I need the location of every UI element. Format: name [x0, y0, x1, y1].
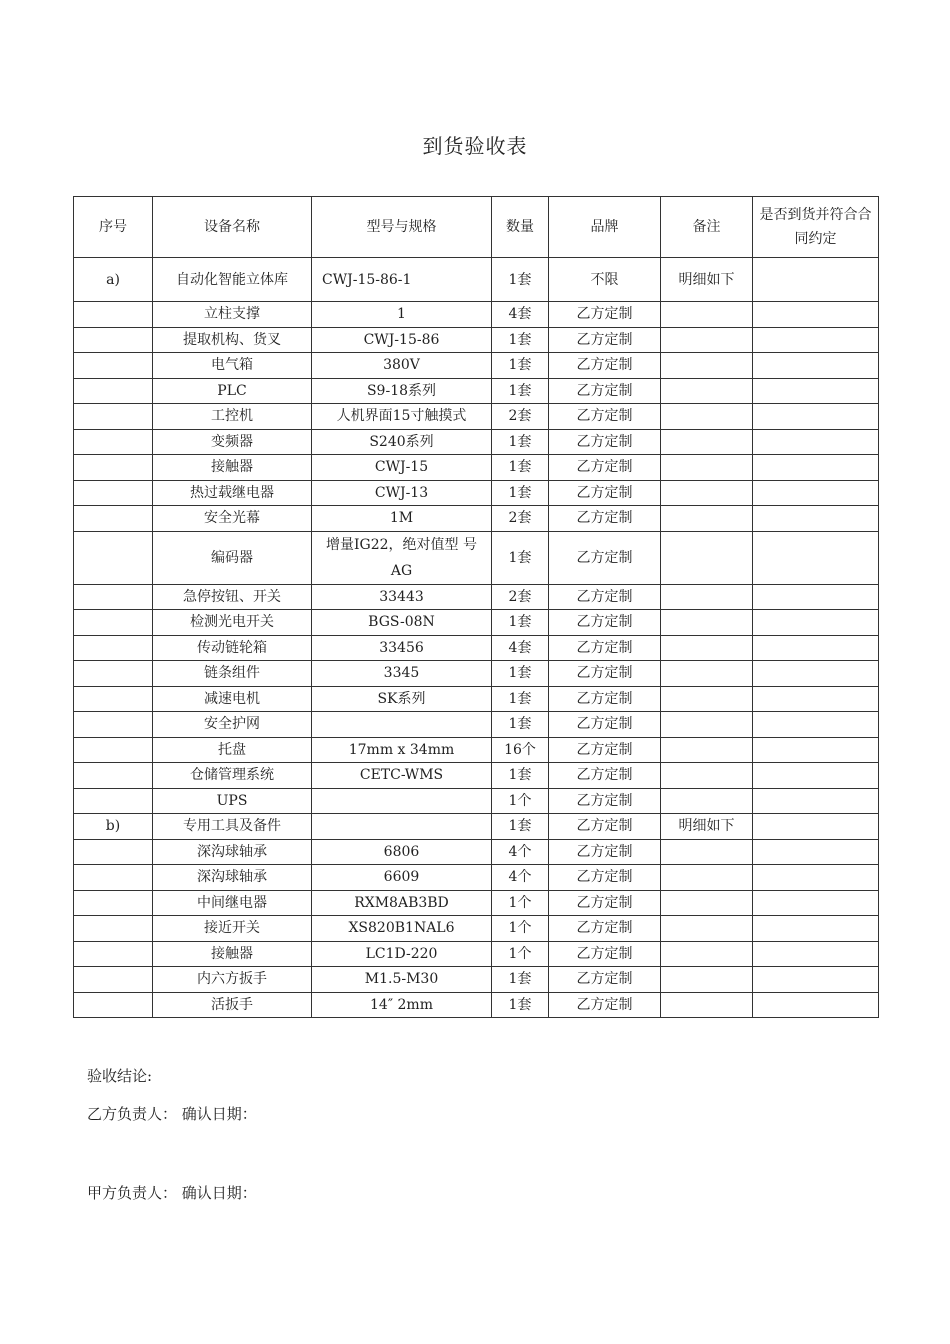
- model-spec-cell: 380V: [312, 353, 492, 379]
- table-row: [74, 814, 879, 840]
- row-number-cell: [74, 429, 153, 455]
- row-number-cell: [74, 992, 153, 1018]
- arrival-check-cell: [753, 941, 879, 967]
- equipment-name-cell: 电气箱: [153, 353, 312, 379]
- row-number-cell: b): [74, 814, 153, 840]
- arrival-check-cell: [753, 480, 879, 506]
- row-number-cell: [74, 686, 153, 712]
- model-spec-cell: 3345: [312, 661, 492, 687]
- model-spec-cell: [312, 788, 492, 814]
- row-number-cell: [74, 327, 153, 353]
- quantity-cell: 1套: [492, 480, 549, 506]
- note-cell: [661, 610, 753, 636]
- note-cell: [661, 686, 753, 712]
- note-cell: [661, 302, 753, 328]
- model-spec-cell: 17mm x 34mm: [312, 737, 492, 763]
- note-cell: [661, 737, 753, 763]
- model-spec-cell: 人机界面15寸触摸式: [312, 404, 492, 430]
- equipment-name-cell: 中间继电器: [153, 890, 312, 916]
- model-spec-cell: S240系列: [312, 429, 492, 455]
- arrival-check-cell: [753, 788, 879, 814]
- quantity-cell: 1个: [492, 941, 549, 967]
- model-spec-cell: CWJ-13: [312, 480, 492, 506]
- row-number-cell: [74, 584, 153, 610]
- quantity-cell: 16个: [492, 737, 549, 763]
- arrival-check-cell: [753, 890, 879, 916]
- arrival-check-cell: [753, 686, 879, 712]
- quantity-cell: 4个: [492, 865, 549, 891]
- note-cell: [661, 531, 753, 584]
- quantity-cell: 1个: [492, 916, 549, 942]
- header-note: 备注: [661, 197, 753, 258]
- model-spec-cell: 14″ 2mm: [312, 992, 492, 1018]
- model-spec-cell: BGS-08N: [312, 610, 492, 636]
- arrival-check-cell: [753, 865, 879, 891]
- equipment-name-cell: 自动化智能立体库: [153, 258, 312, 302]
- header-no: 序号: [74, 197, 153, 258]
- table-row: [74, 916, 879, 942]
- equipment-name-cell: 专用工具及备件: [153, 814, 312, 840]
- brand-cell: 乙方定制: [549, 661, 661, 687]
- table-row: [74, 967, 879, 993]
- arrival-check-cell: [753, 916, 879, 942]
- note-cell: [661, 506, 753, 532]
- brand-cell: 乙方定制: [549, 839, 661, 865]
- quantity-cell: 1套: [492, 992, 549, 1018]
- table-row: [74, 531, 879, 584]
- note-cell: [661, 378, 753, 404]
- row-number-cell: [74, 480, 153, 506]
- table-row: [74, 480, 879, 506]
- row-number-cell: [74, 506, 153, 532]
- row-number-cell: [74, 763, 153, 789]
- brand-cell: 乙方定制: [549, 404, 661, 430]
- quantity-cell: 4套: [492, 635, 549, 661]
- table-body: [74, 258, 879, 1018]
- header-qty: 数量: [492, 197, 549, 258]
- quantity-cell: 1套: [492, 814, 549, 840]
- arrival-check-cell: [753, 712, 879, 738]
- brand-cell: 乙方定制: [549, 584, 661, 610]
- note-cell: 明细如下: [661, 814, 753, 840]
- model-spec-cell: 6806: [312, 839, 492, 865]
- equipment-name-cell: 托盘: [153, 737, 312, 763]
- model-spec-cell: XS820B1NAL6: [312, 916, 492, 942]
- equipment-name-cell: 仓储管理系统: [153, 763, 312, 789]
- model-spec-cell: CWJ-15-86: [312, 327, 492, 353]
- brand-cell: 乙方定制: [549, 916, 661, 942]
- arrival-check-cell: [753, 661, 879, 687]
- brand-cell: 乙方定制: [549, 865, 661, 891]
- brand-cell: 乙方定制: [549, 941, 661, 967]
- table-row: [74, 404, 879, 430]
- quantity-cell: 1套: [492, 429, 549, 455]
- note-cell: [661, 327, 753, 353]
- brand-cell: 乙方定制: [549, 531, 661, 584]
- equipment-name-cell: 接近开关: [153, 916, 312, 942]
- page-title: 到货验收表: [422, 134, 528, 158]
- conclusion-label: 验收结论:: [87, 1067, 153, 1085]
- brand-cell: 乙方定制: [549, 788, 661, 814]
- table-row: [74, 763, 879, 789]
- header-check: 是否到货并符合合同约定: [753, 197, 879, 258]
- quantity-cell: 4个: [492, 839, 549, 865]
- table-row: [74, 661, 879, 687]
- row-number-cell: [74, 378, 153, 404]
- equipment-name-cell: 安全护网: [153, 712, 312, 738]
- note-cell: [661, 788, 753, 814]
- note-cell: 明细如下: [661, 258, 753, 302]
- row-number-cell: [74, 865, 153, 891]
- model-spec-cell: CWJ-15-86-1: [312, 258, 492, 302]
- note-cell: [661, 584, 753, 610]
- quantity-cell: 1套: [492, 455, 549, 481]
- arrival-check-cell: [753, 378, 879, 404]
- brand-cell: 乙方定制: [549, 635, 661, 661]
- equipment-name-cell: 提取机构、货叉: [153, 327, 312, 353]
- equipment-name-cell: 深沟球轴承: [153, 865, 312, 891]
- quantity-cell: 2套: [492, 404, 549, 430]
- brand-cell: 乙方定制: [549, 712, 661, 738]
- note-cell: [661, 429, 753, 455]
- table-row: [74, 890, 879, 916]
- model-spec-cell: 1M: [312, 506, 492, 532]
- quantity-cell: 1套: [492, 712, 549, 738]
- arrival-check-cell: [753, 814, 879, 840]
- arrival-check-cell: [753, 353, 879, 379]
- equipment-name-cell: 减速电机: [153, 686, 312, 712]
- row-number-cell: [74, 404, 153, 430]
- model-spec-cell: [312, 814, 492, 840]
- table-row: [74, 258, 879, 302]
- table-row: [74, 737, 879, 763]
- arrival-check-cell: [753, 610, 879, 636]
- brand-cell: 乙方定制: [549, 967, 661, 993]
- equipment-name-cell: 编码器: [153, 531, 312, 584]
- table-row: [74, 941, 879, 967]
- table-row: [74, 610, 879, 636]
- equipment-name-cell: 变频器: [153, 429, 312, 455]
- model-spec-cell: SK系列: [312, 686, 492, 712]
- equipment-name-cell: 接触器: [153, 941, 312, 967]
- model-spec-cell: S9-18系列: [312, 378, 492, 404]
- arrival-check-cell: [753, 737, 879, 763]
- brand-cell: 乙方定制: [549, 480, 661, 506]
- note-cell: [661, 839, 753, 865]
- note-cell: [661, 661, 753, 687]
- row-number-cell: [74, 737, 153, 763]
- note-cell: [661, 865, 753, 891]
- note-cell: [661, 480, 753, 506]
- row-number-cell: [74, 916, 153, 942]
- row-number-cell: [74, 788, 153, 814]
- arrival-check-cell: [753, 763, 879, 789]
- arrival-check-cell: [753, 327, 879, 353]
- equipment-name-cell: 安全光幕: [153, 506, 312, 532]
- brand-cell: 乙方定制: [549, 429, 661, 455]
- quantity-cell: 1套: [492, 763, 549, 789]
- quantity-cell: 1个: [492, 890, 549, 916]
- model-spec-cell: CETC-WMS: [312, 763, 492, 789]
- row-number-cell: [74, 661, 153, 687]
- table-row: [74, 353, 879, 379]
- table-row: [74, 865, 879, 891]
- arrival-check-cell: [753, 635, 879, 661]
- arrival-check-cell: [753, 839, 879, 865]
- row-number-cell: [74, 610, 153, 636]
- row-number-cell: [74, 890, 153, 916]
- equipment-name-cell: 内六方扳手: [153, 967, 312, 993]
- equipment-name-cell: 热过载继电器: [153, 480, 312, 506]
- quantity-cell: 1套: [492, 353, 549, 379]
- brand-cell: 乙方定制: [549, 814, 661, 840]
- equipment-name-cell: PLC: [153, 378, 312, 404]
- equipment-name-cell: 传动链轮箱: [153, 635, 312, 661]
- equipment-name-cell: 工控机: [153, 404, 312, 430]
- arrival-check-cell: [753, 992, 879, 1018]
- model-spec-cell: CWJ-15: [312, 455, 492, 481]
- row-number-cell: [74, 839, 153, 865]
- quantity-cell: 1套: [492, 258, 549, 302]
- brand-cell: 乙方定制: [549, 610, 661, 636]
- brand-cell: 乙方定制: [549, 763, 661, 789]
- party-a-signature-line: 甲方负责人： 确认日期：: [87, 1184, 257, 1202]
- table-row: [74, 712, 879, 738]
- table-row: [74, 839, 879, 865]
- model-spec-cell: 33456: [312, 635, 492, 661]
- table-row: [74, 378, 879, 404]
- table-row: [74, 506, 879, 532]
- note-cell: [661, 967, 753, 993]
- equipment-name-cell: 接触器: [153, 455, 312, 481]
- header-brand: 品牌: [549, 197, 661, 258]
- arrival-check-cell: [753, 302, 879, 328]
- quantity-cell: 2套: [492, 506, 549, 532]
- quantity-cell: 2套: [492, 584, 549, 610]
- model-spec-cell: [312, 712, 492, 738]
- note-cell: [661, 890, 753, 916]
- note-cell: [661, 763, 753, 789]
- table-row: [74, 327, 879, 353]
- brand-cell: 乙方定制: [549, 353, 661, 379]
- equipment-name-cell: 检测光电开关: [153, 610, 312, 636]
- row-number-cell: [74, 531, 153, 584]
- brand-cell: 不限: [549, 258, 661, 302]
- arrival-check-cell: [753, 584, 879, 610]
- row-number-cell: [74, 712, 153, 738]
- quantity-cell: 1套: [492, 327, 549, 353]
- note-cell: [661, 455, 753, 481]
- row-number-cell: a): [74, 258, 153, 302]
- row-number-cell: [74, 635, 153, 661]
- note-cell: [661, 353, 753, 379]
- quantity-cell: 1套: [492, 967, 549, 993]
- equipment-name-cell: UPS: [153, 788, 312, 814]
- table-row: [74, 788, 879, 814]
- brand-cell: 乙方定制: [549, 302, 661, 328]
- brand-cell: 乙方定制: [549, 890, 661, 916]
- model-spec-cell: 33443: [312, 584, 492, 610]
- party-b-signature-line: 乙方负责人： 确认日期：: [87, 1105, 257, 1123]
- quantity-cell: 1个: [492, 788, 549, 814]
- table-row: [74, 992, 879, 1018]
- row-number-cell: [74, 455, 153, 481]
- quantity-cell: 1套: [492, 610, 549, 636]
- arrival-check-cell: [753, 967, 879, 993]
- model-spec-cell: 1: [312, 302, 492, 328]
- quantity-cell: 1套: [492, 661, 549, 687]
- table-row: [74, 635, 879, 661]
- model-spec-cell: M1.5-M30: [312, 967, 492, 993]
- arrival-check-cell: [753, 455, 879, 481]
- brand-cell: 乙方定制: [549, 737, 661, 763]
- brand-cell: 乙方定制: [549, 327, 661, 353]
- arrival-check-cell: [753, 258, 879, 302]
- note-cell: [661, 992, 753, 1018]
- table-row: [74, 302, 879, 328]
- note-cell: [661, 635, 753, 661]
- row-number-cell: [74, 941, 153, 967]
- equipment-name-cell: 链条组件: [153, 661, 312, 687]
- equipment-name-cell: 急停按钮、开关: [153, 584, 312, 610]
- quantity-cell: 1套: [492, 378, 549, 404]
- note-cell: [661, 712, 753, 738]
- header-name: 设备名称: [153, 197, 312, 258]
- row-number-cell: [74, 967, 153, 993]
- arrival-check-cell: [753, 531, 879, 584]
- note-cell: [661, 941, 753, 967]
- model-spec-cell: 增量IG22，绝对值型 号AG: [312, 531, 492, 584]
- equipment-name-cell: 立柱支撑: [153, 302, 312, 328]
- brand-cell: 乙方定制: [549, 992, 661, 1018]
- table-row: [74, 429, 879, 455]
- model-spec-cell: RXM8AB3BD: [312, 890, 492, 916]
- arrival-check-cell: [753, 429, 879, 455]
- table-row: [74, 584, 879, 610]
- table-row: [74, 686, 879, 712]
- quantity-cell: 1套: [492, 531, 549, 584]
- brand-cell: 乙方定制: [549, 506, 661, 532]
- table-header-row: [74, 197, 879, 258]
- arrival-check-cell: [753, 404, 879, 430]
- note-cell: [661, 916, 753, 942]
- quantity-cell: 1套: [492, 686, 549, 712]
- arrival-check-cell: [753, 506, 879, 532]
- quantity-cell: 4套: [492, 302, 549, 328]
- brand-cell: 乙方定制: [549, 455, 661, 481]
- table-row: [74, 455, 879, 481]
- row-number-cell: [74, 353, 153, 379]
- header-model: 型号与规格: [312, 197, 492, 258]
- model-spec-cell: 6609: [312, 865, 492, 891]
- equipment-name-cell: 深沟球轴承: [153, 839, 312, 865]
- brand-cell: 乙方定制: [549, 378, 661, 404]
- note-cell: [661, 404, 753, 430]
- acceptance-table: [73, 196, 879, 1018]
- row-number-cell: [74, 302, 153, 328]
- equipment-name-cell: 活扳手: [153, 992, 312, 1018]
- model-spec-cell: LC1D-220: [312, 941, 492, 967]
- brand-cell: 乙方定制: [549, 686, 661, 712]
